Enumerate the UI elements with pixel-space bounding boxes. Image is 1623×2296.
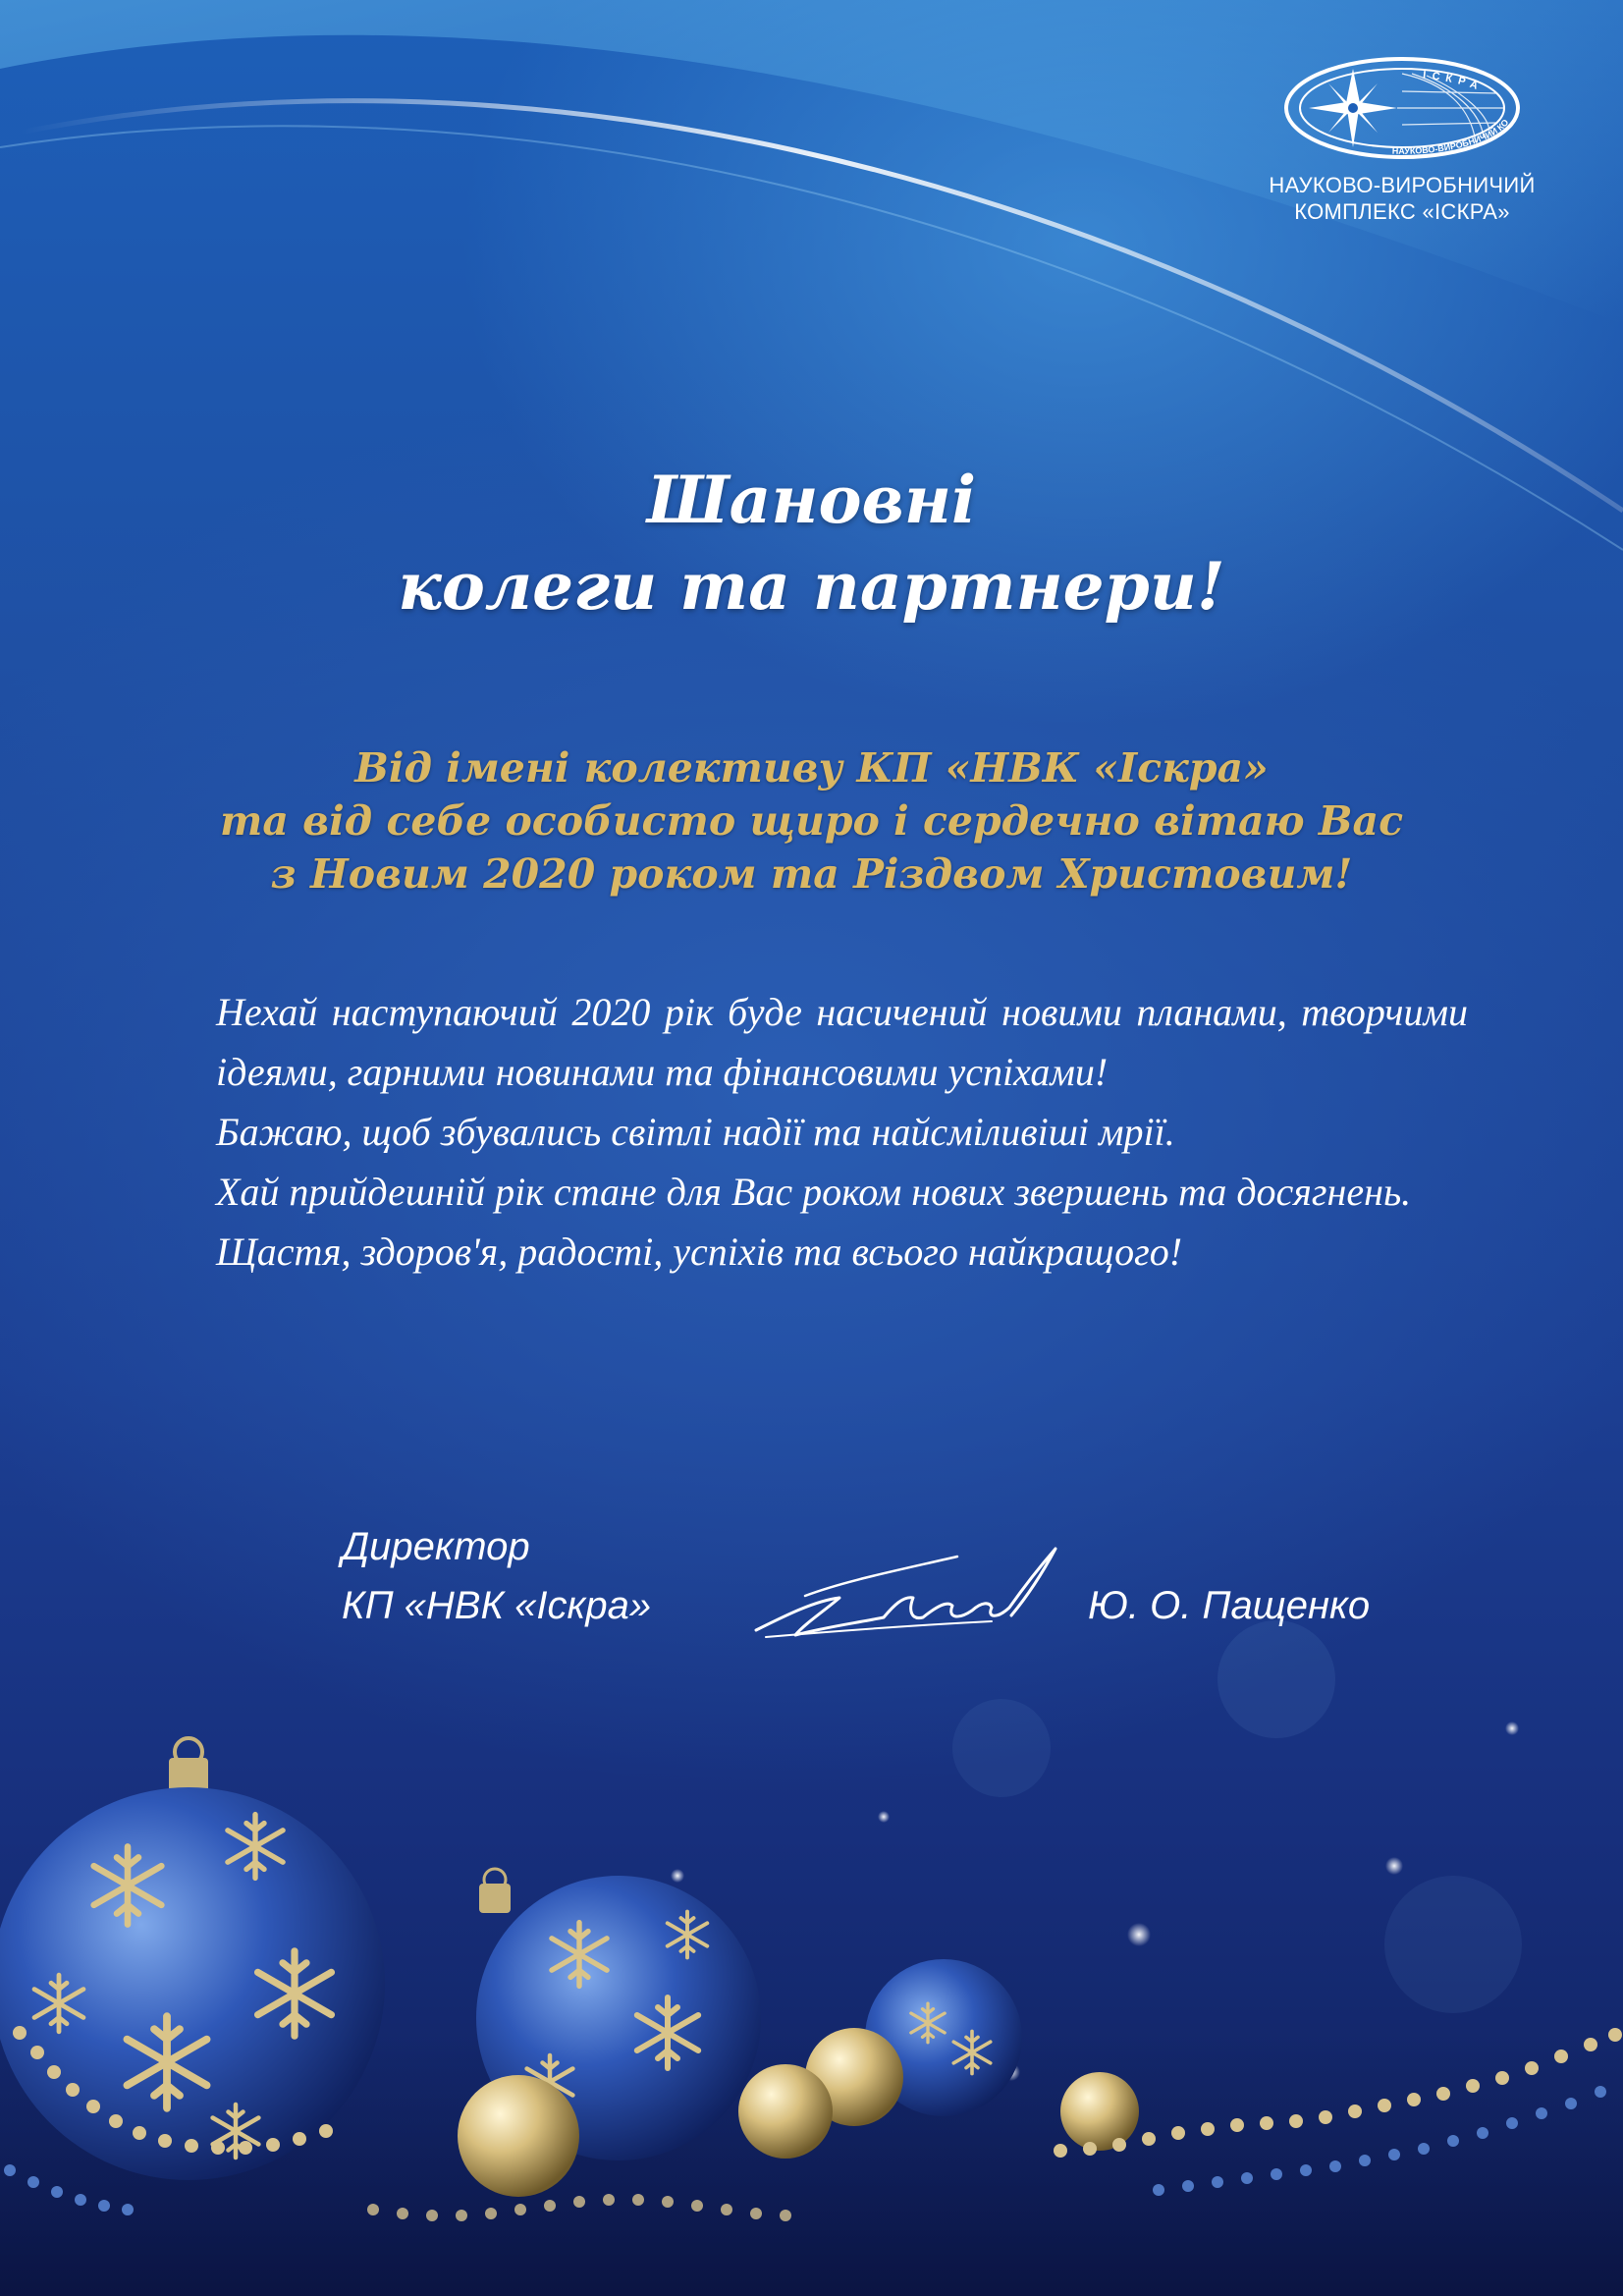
logo-ring-top: ІСКРА bbox=[1422, 69, 1486, 94]
logo-ring-bottom: НАУКОВО-ВИРОБНИЧИЙ КО bbox=[1391, 117, 1511, 156]
christmas-ornaments bbox=[0, 1620, 1623, 2296]
greeting-line3: з Новим 2020 роком та Різдвом Христовим! bbox=[270, 850, 1353, 898]
wishes-text bbox=[216, 982, 1468, 1282]
title-line2: колеги та партнери! bbox=[398, 548, 1225, 625]
wish-paragraph-2: Бажаю, щоб збувались світлі надії та найсміливіші мрії. bbox=[216, 1110, 1175, 1154]
wish-paragraph-1: Нехай наступаючий 2020 рік буде насичений новими планами, творчими ідеями, гарними новинами та фінансовими успіхами! bbox=[216, 990, 1468, 1094]
title-line1: Шановні bbox=[646, 462, 977, 538]
greeting-text bbox=[98, 741, 1525, 901]
wish-paragraph-3: Хай прийдешній рік стане для Вас роком нових звершень та досягнень. bbox=[216, 1170, 1412, 1214]
greeting-line2: та від себе особисто щиро і сердечно вітаю Вас bbox=[219, 797, 1404, 845]
logo-caption bbox=[1260, 172, 1544, 225]
iskra-emblem bbox=[1279, 54, 1525, 162]
signatory-role bbox=[342, 1517, 651, 1635]
logo-caption-line1: НАУКОВО-ВИРОБНИЧИЙ bbox=[1269, 173, 1536, 197]
role-line2: КП «НВК «Іскра» bbox=[342, 1584, 652, 1627]
wish-paragraph-4: Щастя, здоров'я, радості, успіхів та всього найкращого! bbox=[216, 1230, 1183, 1274]
company-logo bbox=[1260, 54, 1544, 225]
role-line1: Директор bbox=[342, 1525, 530, 1568]
card-title bbox=[0, 457, 1623, 629]
signatory-name: Ю. О. Пащенко bbox=[1088, 1584, 1371, 1627]
greeting-line1: Від імені колективу КП «НВК «Іскра» bbox=[354, 744, 1269, 792]
logo-caption-line2: КОМПЛЕКС «ІСКРА» bbox=[1294, 199, 1510, 224]
